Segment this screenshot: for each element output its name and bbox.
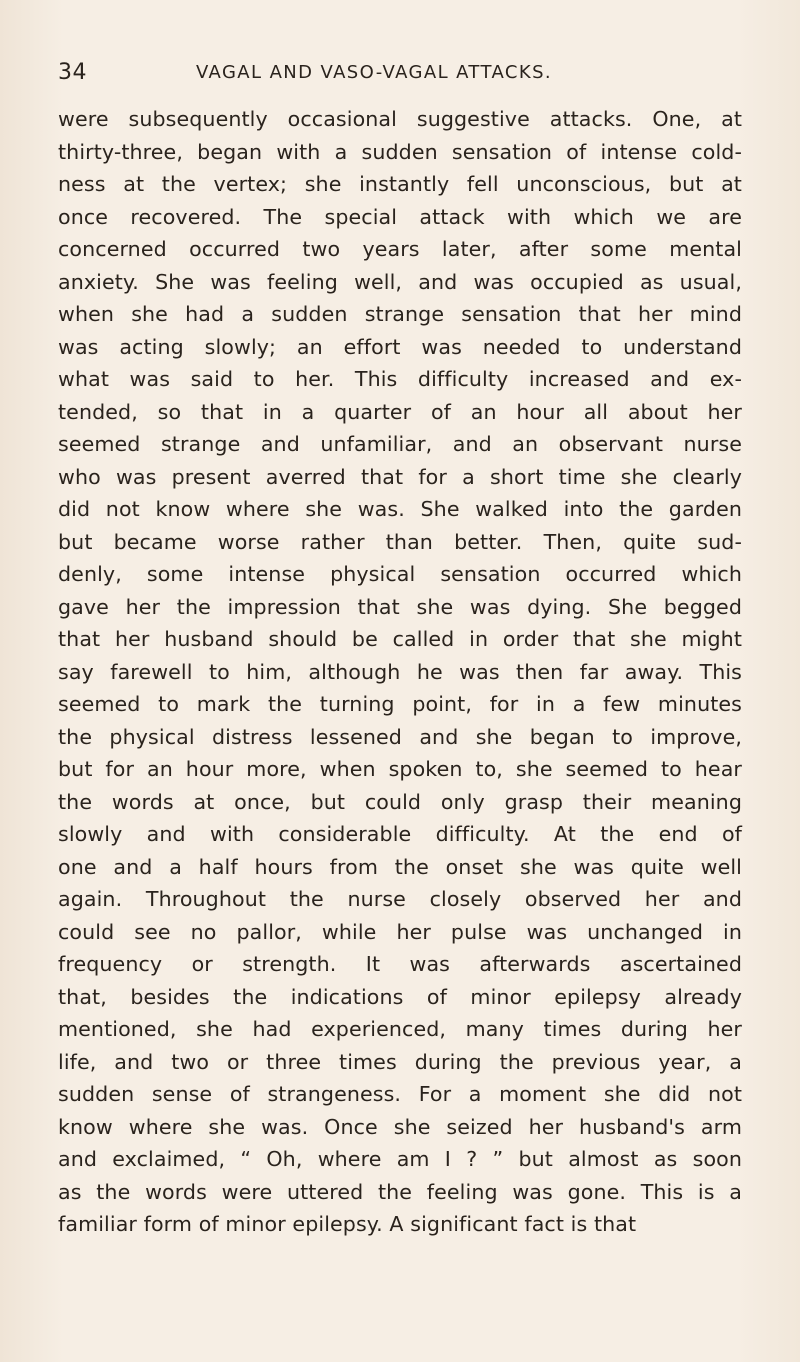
text-line: who was present averred that for a short time she clearly	[58, 464, 742, 489]
text-line: sudden sense of strangeness. For a moment she did not	[58, 1082, 742, 1106]
text-line: was acting slowly; an effort was needed to understand	[58, 334, 742, 359]
text-line: that her husband should be called in order that she might	[58, 627, 742, 651]
text-line: know where she was. Once she seized her husband's arm	[58, 1114, 742, 1139]
text-line: when she had a sudden strange sensation that her mind	[58, 302, 742, 326]
text-line: did not know where she was. She walked into the garden	[58, 497, 742, 521]
text-line: slowly and with considerable difficulty. At the end of	[58, 822, 742, 846]
text-line: but became worse rather than better. Then, quite sud-	[58, 529, 742, 554]
text-line: tended, so that in a quarter of an hour all about her	[58, 399, 742, 424]
running-head: VAGAL AND VASO-VAGAL ATTACKS.	[196, 62, 553, 83]
text-line: what was said to her. This difficulty increased and ex-	[58, 367, 742, 391]
text-line: as the words were uttered the feeling was gone. This is a	[58, 1179, 742, 1204]
text-line: the physical distress lessened and she began to improve,	[58, 724, 742, 749]
text-line: that, besides the indications of minor epilepsy already	[58, 984, 742, 1009]
text-line: seemed strange and unfamiliar, and an observant nurse	[58, 432, 742, 456]
text-line: anxiety. She was feeling well, and was occupied as usual,	[58, 269, 742, 294]
text-line: ness at the vertex; she instantly fell unconscious, but at	[58, 172, 742, 196]
text-line: could see no pallor, while her pulse was unchanged in	[58, 919, 742, 944]
text-line: frequency or strength. It was afterwards ascertained	[58, 952, 742, 976]
text-line: again. Throughout the nurse closely observed her and	[58, 887, 742, 911]
text-line: the words at once, but could only grasp their meaning	[58, 789, 742, 814]
text-line: gave her the impression that she was dying. She begged	[58, 594, 742, 619]
page-header	[58, 52, 744, 92]
text-line: life, and two or three times during the previous year, a	[58, 1049, 742, 1074]
text-line: were subsequently occasional suggestive attacks. One, at	[58, 107, 742, 131]
text-line: seemed to mark the turning point, for in a few minutes	[58, 692, 742, 716]
text-line: familiar form of minor epilepsy. A significant fact is that	[58, 1212, 637, 1236]
text-line: but for an hour more, when spoken to, she seemed to hear	[58, 757, 742, 781]
text-line: and exclaimed, “ Oh, where am I ? ” but almost as soon	[58, 1147, 742, 1171]
text-line: thirty-three, began with a sudden sensation of intense cold-	[58, 139, 742, 164]
text-line: once recovered. The special attack with which we are	[58, 204, 742, 229]
text-line: mentioned, she had experienced, many times during her	[58, 1017, 742, 1041]
text-line: denly, some intense physical sensation occurred which	[58, 562, 742, 586]
text-line: concerned occurred two years later, after some mental	[58, 237, 742, 261]
page-number: 34	[58, 60, 87, 85]
text-line: say farewell to him, although he was then far away. This	[58, 659, 742, 684]
text-line: one and a half hours from the onset she was quite well	[58, 854, 742, 879]
body-text	[58, 103, 742, 1241]
